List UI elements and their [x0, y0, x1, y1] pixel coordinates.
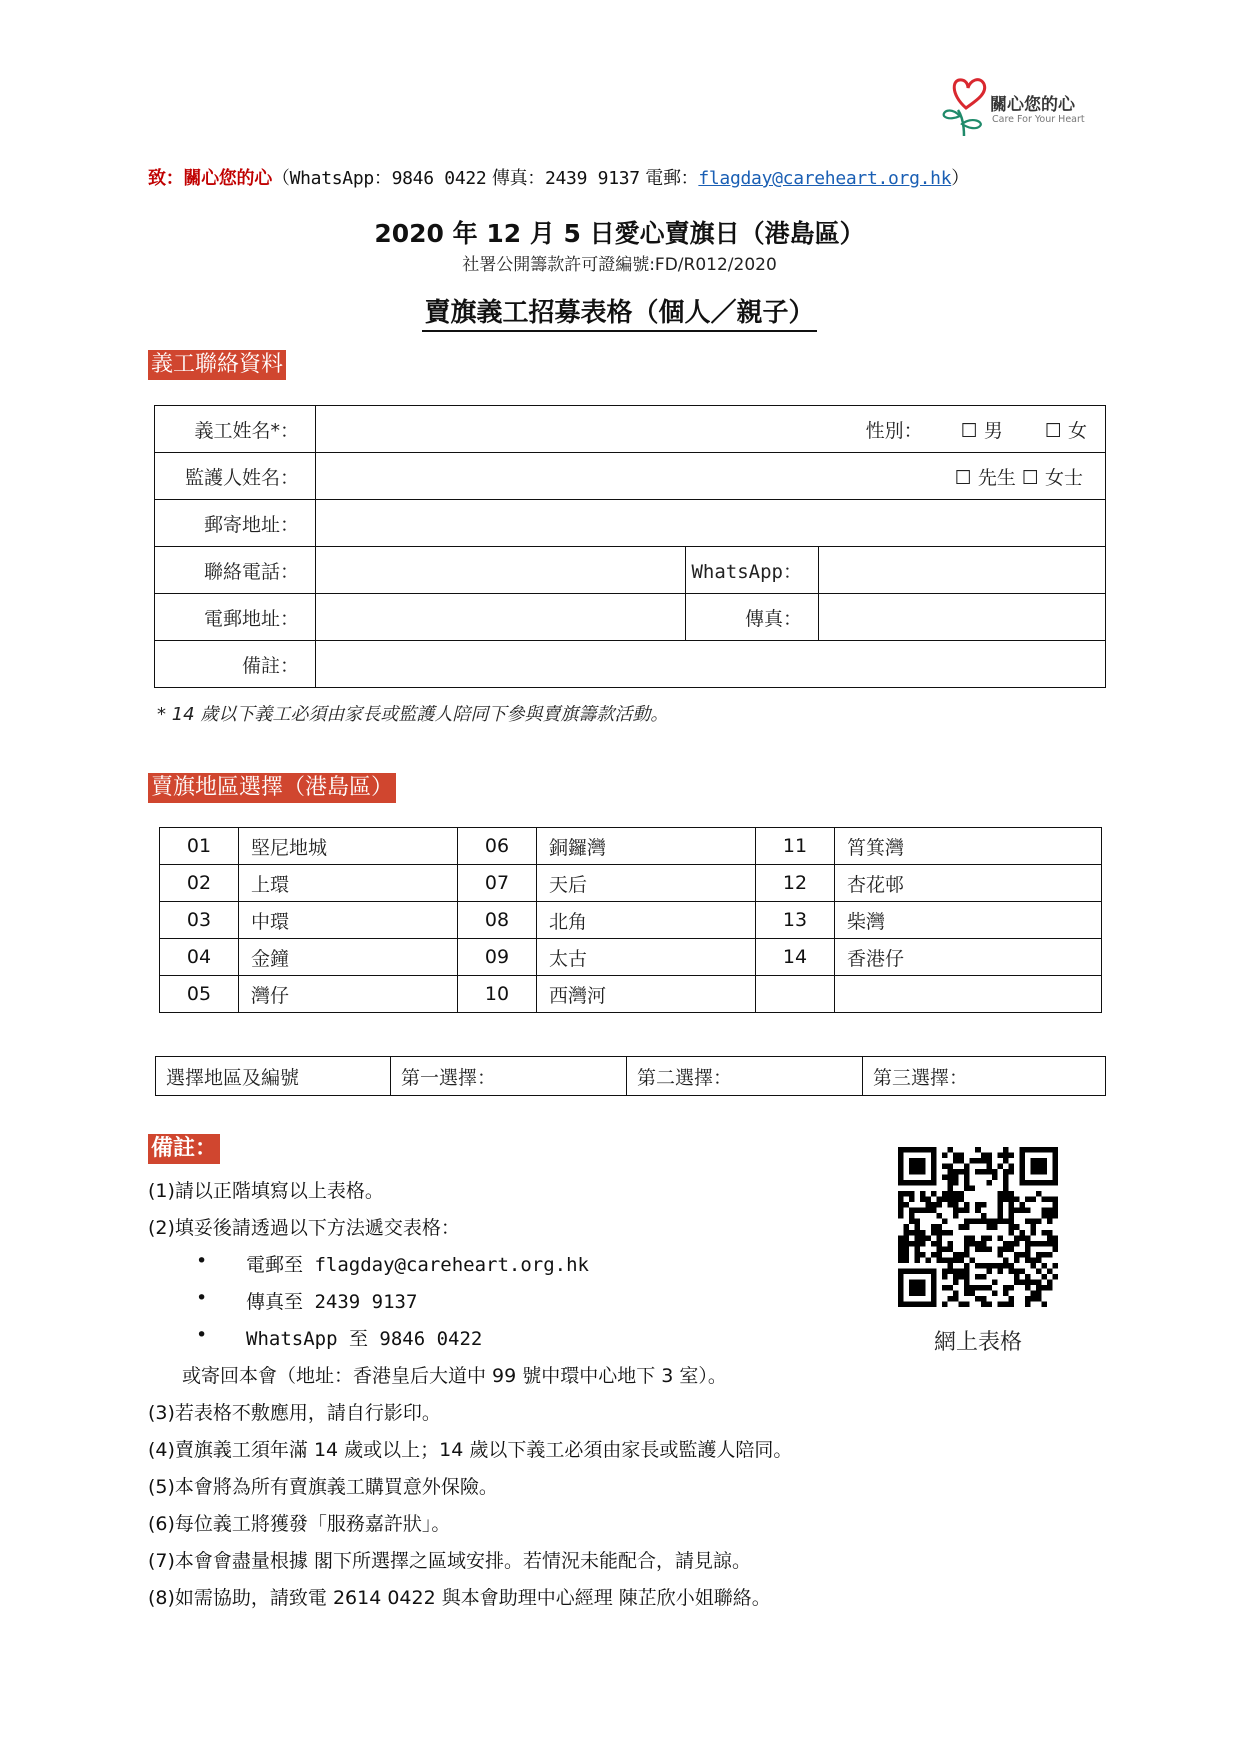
district-row	[160, 865, 1102, 902]
submit-fax: 傳真至 2439 9137	[246, 1291, 418, 1313]
district-row	[160, 939, 1102, 976]
paren-close: ）	[951, 168, 969, 189]
district-name: 上環	[239, 865, 458, 902]
fax-number: 2439 9137	[544, 168, 640, 189]
note-5: (5)本會將為所有賣旗義工購買意外保險。	[148, 1476, 498, 1498]
district-name: 太古	[537, 939, 756, 976]
event-title: 2020 年 12 月 5 日愛心賣旗日（港島區）	[374, 219, 865, 248]
district-name: 堅尼地城	[239, 828, 458, 865]
district-code: 04	[160, 939, 239, 976]
fax-input[interactable]	[819, 594, 1106, 641]
age-note: * 14 歲以下義工必須由家長或監護人陪同下參與賣旗籌款活動。	[157, 704, 669, 725]
email-link[interactable]: flagday@careheart.org.hk	[698, 168, 952, 189]
submit-email: 電郵至 flagday@careheart.org.hk	[246, 1254, 589, 1276]
email-input[interactable]	[316, 594, 686, 641]
form-title-text: 賣旗義工招募表格（個人／親子）	[422, 298, 816, 332]
bullet-icon: •	[196, 1324, 208, 1346]
district-code: 02	[160, 865, 239, 902]
care-heart-logo	[940, 68, 1110, 140]
district-code: 05	[160, 976, 239, 1013]
title-ms-checkbox[interactable]: ☐ 女士	[1021, 466, 1083, 489]
district-code: 10	[458, 976, 537, 1013]
qr-code[interactable]	[898, 1147, 1058, 1307]
whatsapp-number: 9846 0422	[391, 168, 487, 189]
first-choice-field[interactable]: 第一選擇：	[391, 1057, 627, 1096]
district-code: 06	[458, 828, 537, 865]
district-row	[160, 902, 1102, 939]
paren-open: （	[271, 168, 290, 189]
phone-label: 聯絡電話：	[155, 547, 316, 594]
form-row-address	[155, 500, 1106, 547]
form-row-phone	[155, 547, 1106, 594]
note-8: (8)如需協助，請致電 2614 0422 與本會助理中心經理 陳芷欣小姐聯絡。	[148, 1587, 771, 1609]
district-code: 07	[458, 865, 537, 902]
district-name: 天后	[537, 865, 756, 902]
phone-input[interactable]	[316, 547, 686, 594]
whatsapp-field-label: WhatsApp：	[686, 547, 819, 594]
district-row	[160, 976, 1102, 1013]
fax-label: 傳真：	[491, 168, 545, 189]
district-code: 01	[160, 828, 239, 865]
note-2: (2)填妥後請透過以下方法遞交表格：	[148, 1217, 460, 1239]
form-row-remarks	[155, 641, 1106, 688]
address-input[interactable]	[316, 500, 1106, 547]
name-label: 義工姓名*：	[155, 406, 316, 453]
district-code: 03	[160, 902, 239, 939]
note-4: (4)賣旗義工須年滿 14 歲或以上；14 歲以下義工必須由家長或監護人陪同。	[148, 1439, 793, 1461]
section-heading-district: 賣旗地區選擇（港島區）	[148, 773, 396, 803]
address-label: 郵寄地址：	[155, 500, 316, 547]
whatsapp-input[interactable]	[819, 547, 1106, 594]
district-code: 09	[458, 939, 537, 976]
gender-male-checkbox[interactable]: ☐ 男	[960, 419, 1003, 442]
district-name: 金鐘	[239, 939, 458, 976]
district-name	[835, 976, 1102, 1013]
district-code	[756, 976, 835, 1013]
district-code: 13	[756, 902, 835, 939]
whatsapp-label: WhatsApp：	[289, 168, 392, 189]
to-label: 致：關心您的心	[148, 168, 272, 189]
district-row	[160, 828, 1102, 865]
district-name: 北角	[537, 902, 756, 939]
remarks-label: 備註：	[155, 641, 316, 688]
district-code: 08	[458, 902, 537, 939]
section-heading-notes: 備註：	[148, 1134, 220, 1164]
district-code: 12	[756, 865, 835, 902]
district-name: 中環	[239, 902, 458, 939]
name-input-cell[interactable]	[316, 406, 1106, 453]
district-name: 香港仔	[835, 939, 1102, 976]
form-row-guardian	[155, 453, 1106, 500]
note-6: (6)每位義工將獲發「服務嘉許狀」。	[148, 1513, 451, 1535]
section-heading-volunteer: 義工聯絡資料	[148, 350, 286, 380]
note-1: (1)請以正階填寫以上表格。	[148, 1180, 384, 1202]
bullet-icon: •	[196, 1287, 208, 1309]
form-row-email	[155, 594, 1106, 641]
district-name: 柴灣	[835, 902, 1102, 939]
submit-mail: 或寄回本會（地址：香港皇后大道中 99 號中環中心地下 3 室）。	[182, 1365, 727, 1387]
guardian-label: 監護人姓名：	[155, 453, 316, 500]
district-name: 杏花邨	[835, 865, 1102, 902]
form-title	[0, 292, 1239, 329]
email-label: 電郵：	[645, 168, 699, 189]
submit-whatsapp: WhatsApp 至 9846 0422	[246, 1328, 483, 1350]
logo-name-zh: 關心您的心	[990, 95, 1075, 115]
contact-line	[148, 164, 969, 190]
permit-number: 社署公開籌款許可證編號:FD/R012/2020	[462, 255, 777, 275]
fax-field-label: 傳真：	[686, 594, 819, 641]
guardian-input-cell[interactable]	[316, 453, 1106, 500]
form-row-name	[155, 406, 1106, 453]
gender-female-checkbox[interactable]: ☐ 女	[1044, 419, 1087, 442]
volunteer-form-table	[154, 405, 1106, 688]
district-choice-table	[155, 1056, 1106, 1096]
qr-label: 網上表格	[933, 1330, 1022, 1355]
title-mr-checkbox[interactable]: ☐ 先生	[954, 466, 1016, 489]
district-name: 灣仔	[239, 976, 458, 1013]
district-name: 筲箕灣	[835, 828, 1102, 865]
note-7: (7)本會會盡量根據 閣下所選擇之區域安排。若情況未能配合，請見諒。	[148, 1550, 751, 1572]
heart-flower-icon	[940, 68, 990, 138]
note-3: (3)若表格不敷應用，請自行影印。	[148, 1402, 441, 1424]
second-choice-field[interactable]: 第二選擇：	[627, 1057, 863, 1096]
logo-name-en: Care For Your Heart	[992, 114, 1085, 125]
gender-label: 性別：	[865, 419, 923, 442]
email-field-label: 電郵地址：	[155, 594, 316, 641]
bullet-icon: •	[196, 1250, 208, 1272]
remarks-input[interactable]	[316, 641, 1106, 688]
choice-label: 選擇地區及編號	[156, 1057, 391, 1096]
district-name: 西灣河	[537, 976, 756, 1013]
third-choice-field[interactable]: 第三選擇：	[863, 1057, 1106, 1096]
district-name: 銅鑼灣	[537, 828, 756, 865]
district-code: 11	[756, 828, 835, 865]
district-code: 14	[756, 939, 835, 976]
district-table	[159, 827, 1102, 1013]
